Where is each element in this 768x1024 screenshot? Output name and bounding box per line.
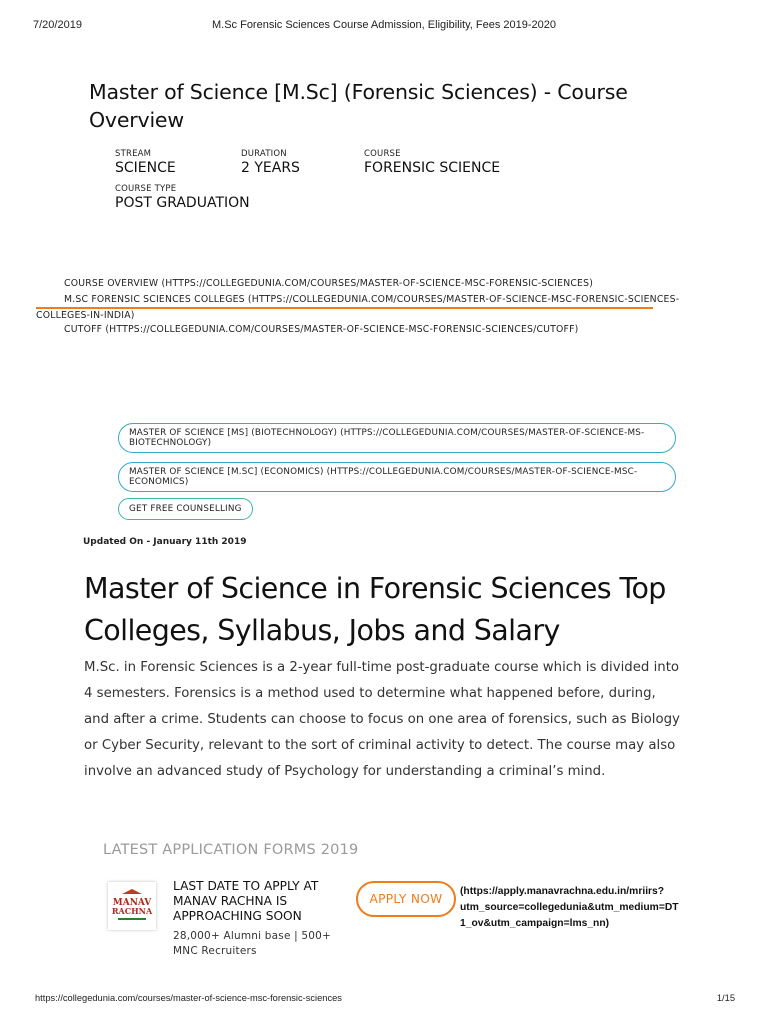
course-value: FORENSIC SCIENCE bbox=[364, 160, 501, 176]
course-overview-title: Master of Science [M.Sc] (Forensic Sciences) - Course Overview bbox=[89, 80, 628, 132]
logo-text-line1: MANAV bbox=[112, 898, 152, 908]
apply-url-text[interactable]: (https://apply.manavrachna.edu.in/mriirs? utm_source=collegedunia&utm_medium=DT 1_ov&utm_campaign=lms_nn) bbox=[460, 886, 679, 929]
duration-value: 2 YEARS bbox=[241, 160, 300, 176]
logo-text-line2: RACHNA bbox=[111, 906, 153, 916]
course-overview-link[interactable]: COURSE OVERVIEW (HTTPS://COLLEGEDUNIA.COM/COURSES/MASTER-OF-SCIENCE-MSC-FORENSIC-SCIENCES) bbox=[64, 278, 594, 289]
course-type-label: COURSE TYPE bbox=[115, 184, 177, 194]
logo-graphic bbox=[108, 882, 156, 930]
free-counselling-button[interactable]: GET FREE COUNSELLING bbox=[118, 498, 253, 520]
latest-application-heading: LATEST APPLICATION FORMS 2019 bbox=[103, 842, 359, 858]
application-card-title[interactable]: LAST DATE TO APPLY AT MANAV RACHNA IS APPROACHING SOON bbox=[173, 879, 319, 923]
print-footer-url: https://collegedunia.com/courses/master-of-science-msc-forensic-sciences bbox=[35, 993, 342, 1003]
article-title: Master of Science in Forensic Sciences Top Colleges, Syllabus, Jobs and Salary bbox=[84, 572, 666, 647]
print-date: 7/20/2019 bbox=[33, 19, 82, 31]
stream-label: STREAM bbox=[115, 149, 152, 159]
colleges-link-continued[interactable]: COLLEGES-IN-INDIA) bbox=[36, 310, 135, 321]
updated-on: Updated On - January 11th 2019 bbox=[83, 537, 247, 547]
active-link-underline bbox=[36, 307, 653, 309]
course-type-value: POST GRADUATION bbox=[115, 195, 250, 211]
print-page-number: 1/15 bbox=[716, 993, 735, 1003]
stream-value: SCIENCE bbox=[115, 160, 176, 176]
print-title: M.Sc Forensic Sciences Course Admission, Eligibility, Fees 2019-2020 bbox=[211, 19, 556, 31]
related-course-biotechnology[interactable]: MASTER OF SCIENCE [MS] (BIOTECHNOLOGY) (HTTPS://COLLEGEDUNIA.COM/COURSES/MASTER-OF-SCIENCE-MS-BIOTECHNOLOGY) bbox=[118, 423, 676, 453]
course-label: COURSE bbox=[364, 149, 401, 159]
manav-rachna-logo-icon[interactable] bbox=[108, 882, 156, 930]
apply-now-button[interactable]: APPLY NOW bbox=[356, 881, 456, 917]
related-course-economics[interactable]: MASTER OF SCIENCE [M.SC] (ECONOMICS) (HTTPS://COLLEGEDUNIA.COM/COURSES/MASTER-OF-SCIENCE-MSC-ECONOMICS) bbox=[118, 462, 676, 492]
colleges-link[interactable]: M.SC FORENSIC SCIENCES COLLEGES (HTTPS://COLLEGEDUNIA.COM/COURSES/MASTER-OF-SCIENCE-MSC-FORENSIC-SCIENCES- bbox=[64, 294, 680, 305]
application-card-subtitle: 28,000+ Alumni base | 500+ MNC Recruiters bbox=[173, 930, 332, 957]
duration-label: DURATION bbox=[241, 149, 287, 159]
cutoff-link[interactable]: CUTOFF (HTTPS://COLLEGEDUNIA.COM/COURSES/MASTER-OF-SCIENCE-MSC-FORENSIC-SCIENCES/CUTOFF) bbox=[64, 324, 579, 335]
article-intro: M.Sc. in Forensic Sciences is a 2-year full-time post-graduate course which is divided into 4 semesters. Forensics is a method used to determine what happened before, during, and after a crime. Students can choose to focus on one area of forensics, such as Biology or Cyber Security, relevant to the sort of criminal activity to detect. The course may also involve an advanced study of Psychology for understanding a criminal’s mind. bbox=[84, 660, 680, 779]
